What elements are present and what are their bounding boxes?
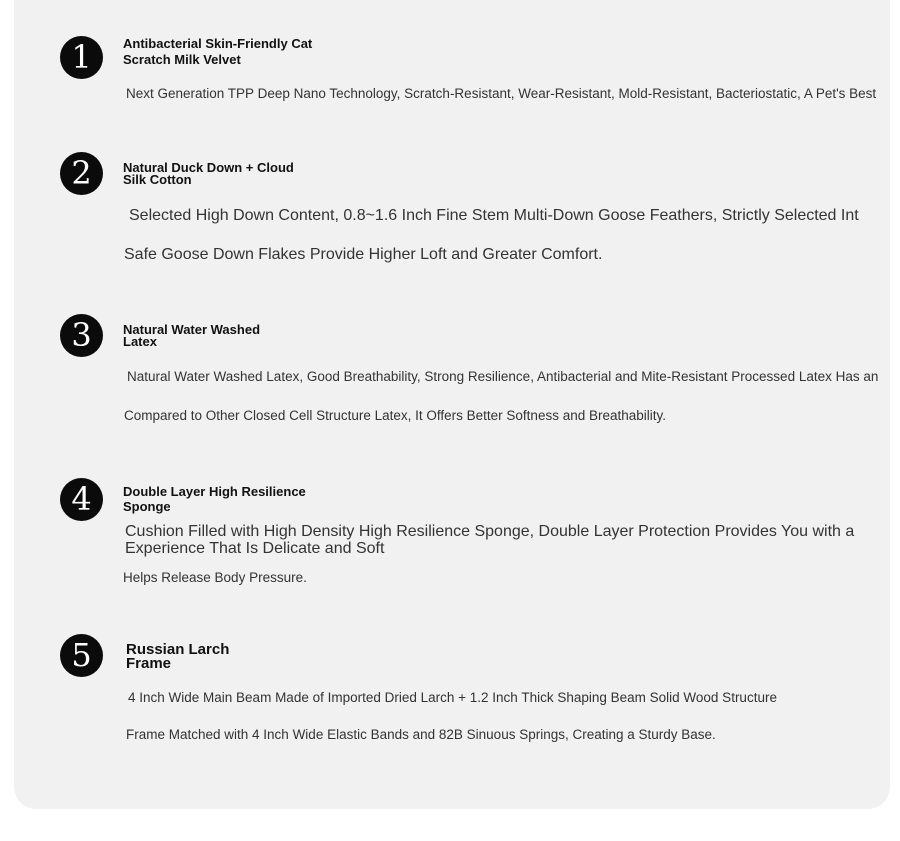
feature-description-line: Cushion Filled with High Density High Resilience Sponge, Double Layer Protection Provides You with a [125, 523, 855, 540]
feature-description-line: Safe Goose Down Flakes Provide Higher Loft and Greater Comfort. [124, 246, 603, 263]
number-badge-4: 4 [60, 478, 103, 521]
number-badge-3: 3 [60, 314, 103, 357]
feature-description-line: Experience That Is Delicate and Soft [125, 540, 385, 557]
feature-title-line: Sponge [123, 499, 171, 514]
feature-description-line: Selected High Down Content, 0.8~1.6 Inch Fine Stem Multi-Down Goose Feathers, Strictly Selected Int [129, 207, 859, 224]
feature-description-line: Helps Release Body Pressure. [123, 570, 307, 585]
number-badge-1: 1 [60, 36, 103, 79]
feature-title-line: Russian Larch [126, 641, 230, 658]
number-badge-2: 2 [60, 152, 103, 195]
feature-title-line: Natural Duck Down + Cloud [123, 160, 294, 175]
feature-title [126, 643, 346, 671]
feature-title-line: Latex [123, 334, 157, 349]
feature-title-line: Double Layer High Resilience [123, 484, 306, 499]
feature-title [123, 324, 343, 348]
feature-description-line: Next Generation TPP Deep Nano Technology, Scratch-Resistant, Wear-Resistant, Mold-Resistant, Bacteriostatic, A Pet's Best [126, 86, 877, 101]
feature-description-line: Frame Matched with 4 Inch Wide Elastic Bands and 82B Sinuous Springs, Creating a Sturdy Base. [126, 727, 716, 742]
feature-description-line: Compared to Other Closed Cell Structure Latex, It Offers Better Softness and Breathability. [124, 408, 667, 423]
feature-title [123, 37, 343, 67]
number-badge-5: 5 [60, 634, 103, 677]
features-card [14, 0, 890, 809]
feature-title-line: Antibacterial Skin-Friendly Cat [123, 36, 313, 51]
feature-title [123, 162, 343, 186]
feature-title-line: Silk Cotton [123, 172, 192, 187]
feature-title-line: Scratch Milk Velvet [123, 52, 241, 67]
feature-title-line: Natural Water Washed [123, 322, 261, 337]
feature-title [123, 484, 343, 514]
feature-title-line: Frame [126, 655, 172, 672]
feature-description-line: 4 Inch Wide Main Beam Made of Imported Dried Larch + 1.2 Inch Thick Shaping Beam Solid Wood Structure [128, 690, 777, 705]
feature-description-line: Natural Water Washed Latex, Good Breathability, Strong Resilience, Antibacterial and Mite-Resistant Processed Latex Has an [127, 369, 879, 384]
